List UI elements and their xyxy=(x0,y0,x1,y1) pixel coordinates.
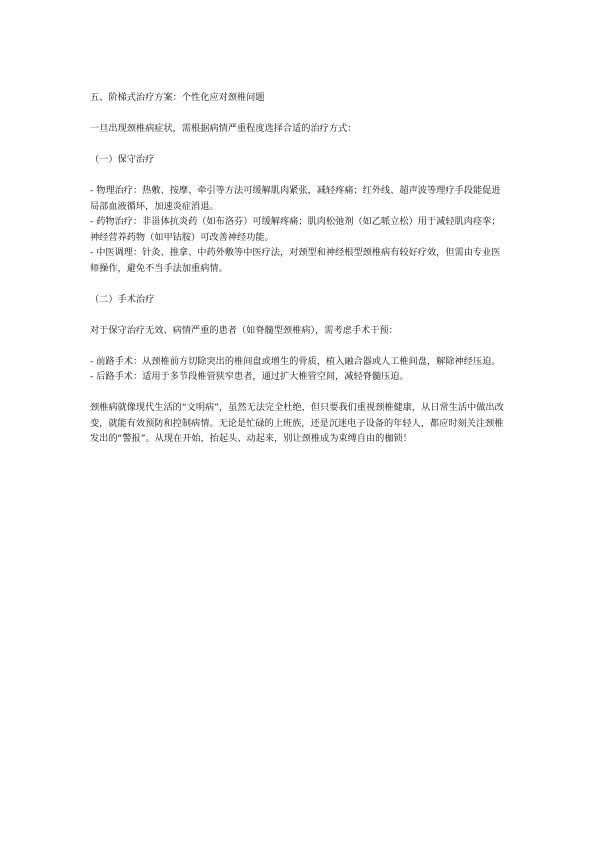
list-item-posterior-surgery: - 后路手术：适用于多节段椎管狭窄患者，通过扩大椎管空间，减轻脊髓压迫。 xyxy=(90,371,409,382)
spacer xyxy=(90,106,506,122)
spacer xyxy=(90,385,506,401)
list-item-tcm-therapy: - 中医调理：针灸、推拿、中药外敷等中医疗法，对颈型和神经根型颈椎病有较好疗效，但需由专业医师操作，避免不当手法加重病情。 xyxy=(90,247,501,274)
list-item-anterior-surgery: - 前路手术：从颈椎前方切除突出的椎间盘或增生的骨质，植入融合器或人工椎间盘，解除神经压迫。 xyxy=(90,355,501,367)
subheading-conservative: （一）保守治疗 xyxy=(90,154,155,165)
spacer xyxy=(90,168,506,184)
list-item-physical-therapy: - 物理治疗：热敷、按摩、牵引等方法可缓解肌肉紧张，减轻疼痛；红外线、超声波等理疗手段能促进局部血液循环，加速炎症消退。 xyxy=(90,185,501,212)
document-body xyxy=(90,90,506,447)
list-item-drug-therapy: - 药物治疗：非甾体抗炎药（如布洛芬）可缓解疼痛；肌肉松弛剂（如乙哌立松）用于减轻肌肉痉挛；神经营养药物（如甲钴胺）可改善神经功能。 xyxy=(90,216,501,243)
surgical-intro: 对于保守治疗无效、病情严重的患者（如脊髓型颈椎病），需考虑手术干预： xyxy=(90,324,398,336)
conclusion-paragraph: 颈椎病就像现代生活的“文明病”，虽然无法完全杜绝，但只要我们重视颈椎健康，从日常生活中做出改变，就能有效预防和控制病情。无论是忙碌的上班族，还是沉迷电子设备的年轻人，都应时刻关注颈椎发出的“警报”。从现在开始，抬起头、动起来，别让颈椎成为束缚自由的枷锁！ xyxy=(90,402,504,444)
spacer xyxy=(90,276,506,292)
spacer xyxy=(90,307,506,323)
section-heading: 五、阶梯式治疗方案：个性化应对颈椎问题 xyxy=(90,92,265,103)
intro-paragraph: 一旦出现颈椎病症状，需根据病情严重程度选择合适的治疗方式： xyxy=(90,123,357,134)
spacer xyxy=(90,338,506,354)
spacer xyxy=(90,137,506,153)
subheading-surgical: （二）手术治疗 xyxy=(90,293,155,305)
